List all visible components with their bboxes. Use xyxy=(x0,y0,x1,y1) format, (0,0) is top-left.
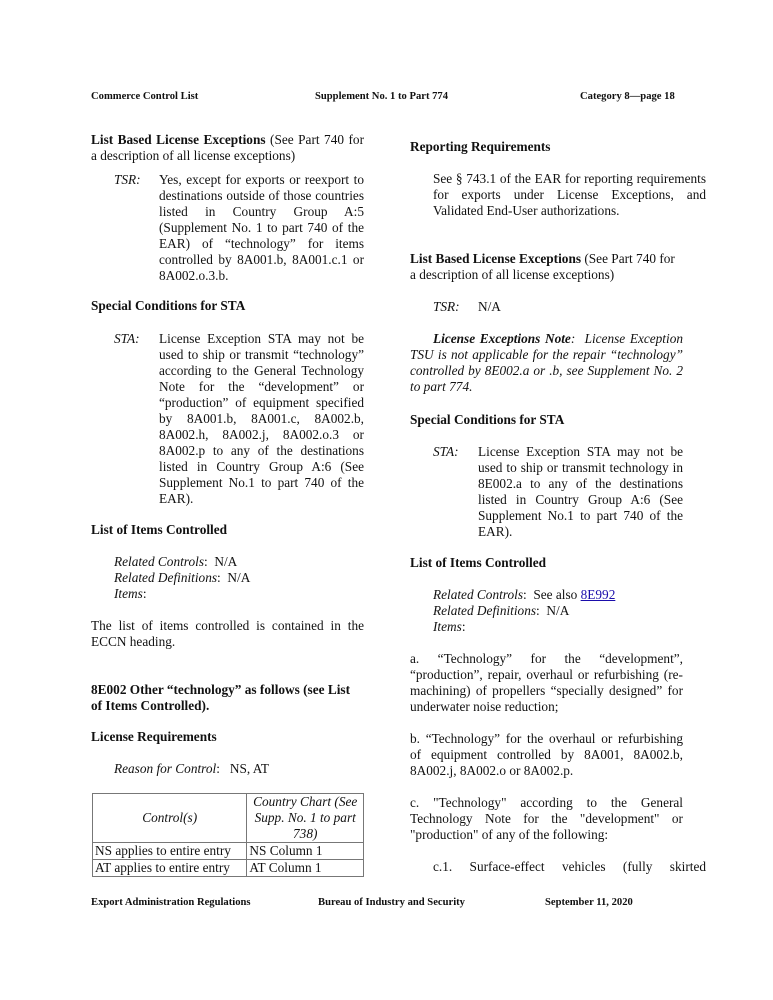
eccn-title: 8E002 Other “technology” as follows (see List of Items Controlled). xyxy=(91,682,351,713)
table-row xyxy=(93,843,364,860)
sta-label: STA: xyxy=(433,444,459,459)
license-exceptions-note: License Exceptions Note: License Exception TSU is not applicable for the repair “technology” controlled by 8E002.a or .b, see Supplement No. 2 to part 774. xyxy=(410,331,683,394)
items-text-left xyxy=(91,618,364,650)
items-description: The list of items controlled is contained in the ECCN heading. xyxy=(91,618,364,649)
table-cell: AT applies to entire entry xyxy=(93,860,247,877)
control-table xyxy=(92,793,364,877)
item-b-text: b. “Technology” for the overhaul or refurbishing of equipment controlled by 8A001, 8A002.b, 8A002.j, 8A002.o or 8A002.p. xyxy=(410,731,683,778)
sta-text: License Exception STA may not be used to ship or transmit “technology” according to the General Technology Note for the “development” or “production” of equipment specified by 8A001.b, 8A001.c, 8A002.b, 8A002.h, 8A002.j, 8A002.o.3 or 8A002.p to any of the destinations listed in Country Group A:6 (See Supplement No.1 to part 740 of the EAR). xyxy=(159,331,364,506)
table-row xyxy=(93,860,364,877)
reporting-text-block xyxy=(410,171,706,219)
items-label: Items xyxy=(433,619,462,634)
table-cell: NS applies to entire entry xyxy=(93,843,247,860)
sta-label: STA: xyxy=(114,331,140,346)
lble-section-right xyxy=(410,251,683,283)
sta-text: License Exception STA may not be used to ship or transmit technology in 8E002.a to any of the destinations listed in Country Group A:6 (See Supplement No.1 to part 740 of the EAR). xyxy=(478,444,683,539)
sta-entry-left xyxy=(91,331,364,507)
tsr-entry-left xyxy=(91,172,364,284)
reason-for-control: Reason for Control: NS, AT xyxy=(114,761,270,776)
table-header-row xyxy=(93,794,364,843)
related-definitions-value: N/A xyxy=(227,570,251,585)
license-requirements-heading: License Requirements xyxy=(91,729,217,744)
reason-value: NS, AT xyxy=(229,761,270,776)
reporting-text: See § 743.1 of the EAR for reporting requirements for exports under License Exceptions, and Validated End-User authorizations. xyxy=(433,171,706,218)
items-label: Items xyxy=(114,586,143,601)
tsr-value: N/A xyxy=(478,299,501,314)
related-controls-label: Related Controls xyxy=(114,554,204,569)
reporting-heading: Reporting Requirements xyxy=(410,139,551,154)
item-c1-text: c.1. Surface-effect vehicles (fully skirted xyxy=(433,859,706,874)
related-info-right: Related Controls: See also 8E992 Related Definitions: N/A Items: xyxy=(433,587,616,634)
sta-heading-left: Special Conditions for STA xyxy=(91,298,246,313)
eccn-heading xyxy=(91,682,364,714)
related-controls-link-8e992[interactable]: 8E992 xyxy=(580,587,616,602)
header-center: Supplement No. 1 to Part 774 xyxy=(315,91,449,102)
item-c-text: c. "Technology" according to the General Technology Note for the "development" or "production" of any of the following: xyxy=(410,795,683,842)
lble-heading: List Based License Exceptions xyxy=(91,132,266,147)
le-note-text: License Exception TSU is not applicable for the repair “technology” controlled by 8E002.a or .b, see Supplement No. 2 to part 774. xyxy=(410,331,683,394)
lble-section-left xyxy=(91,132,364,164)
items-heading-right: List of Items Controlled xyxy=(410,555,547,570)
item-a-text: a. “Technology” for the “development”, “production”, repair, overhaul or refurbishing (re-machining) of propellers “specially designed” for underwater noise reduction; xyxy=(410,651,683,714)
footer-right: September 11, 2020 xyxy=(545,897,633,908)
table-header-controls: Control(s) xyxy=(93,794,247,843)
related-info-left: Related Controls: N/A Related Definitions: N/A Items: xyxy=(114,554,251,601)
lble-heading: List Based License Exceptions xyxy=(410,251,582,266)
sta-entry-right xyxy=(410,444,683,540)
table-header-country-chart: Country Chart (See Supp. No. 1 to part 738) xyxy=(247,794,364,843)
related-controls-label: Related Controls xyxy=(433,587,523,602)
table-cell: NS Column 1 xyxy=(247,843,364,860)
item-c1 xyxy=(410,859,706,875)
related-definitions-value: N/A xyxy=(546,603,570,618)
lble-heading-note: (See Part 740 for a description of all license exceptions) xyxy=(91,132,364,163)
item-b xyxy=(410,731,683,779)
header-left: Commerce Control List xyxy=(91,91,199,102)
header-right: Category 8—page 18 xyxy=(580,91,675,102)
footer-center: Bureau of Industry and Security xyxy=(318,897,465,908)
related-controls-prefix: See also xyxy=(533,587,581,602)
table-cell: AT Column 1 xyxy=(247,860,364,877)
items-heading-left: List of Items Controlled xyxy=(91,522,228,537)
tsr-label: TSR: xyxy=(433,299,460,314)
tsr-entry-right xyxy=(410,299,683,315)
le-note-label: License Exceptions Note xyxy=(433,331,571,346)
item-c xyxy=(410,795,683,843)
related-controls-value: N/A xyxy=(214,554,238,569)
item-a xyxy=(410,651,683,715)
lble-heading-note: (See Part 740 for a description of all license exceptions) xyxy=(410,251,675,282)
tsr-text: Yes, except for exports or reexport to destinations outside of those countries listed in Country Group A:5 (Supplement No. 1 to part 740 of the EAR) of “technology” for items controlled by 8A001.b, 8A001.c.1 or 8A002.o.3.b. xyxy=(159,172,364,283)
sta-heading-right: Special Conditions for STA xyxy=(410,412,565,427)
footer-left: Export Administration Regulations xyxy=(91,897,251,908)
tsr-label: TSR: xyxy=(114,172,141,187)
related-definitions-label: Related Definitions xyxy=(114,570,218,585)
reason-label: Reason for Control xyxy=(114,761,217,776)
related-definitions-label: Related Definitions xyxy=(433,603,537,618)
